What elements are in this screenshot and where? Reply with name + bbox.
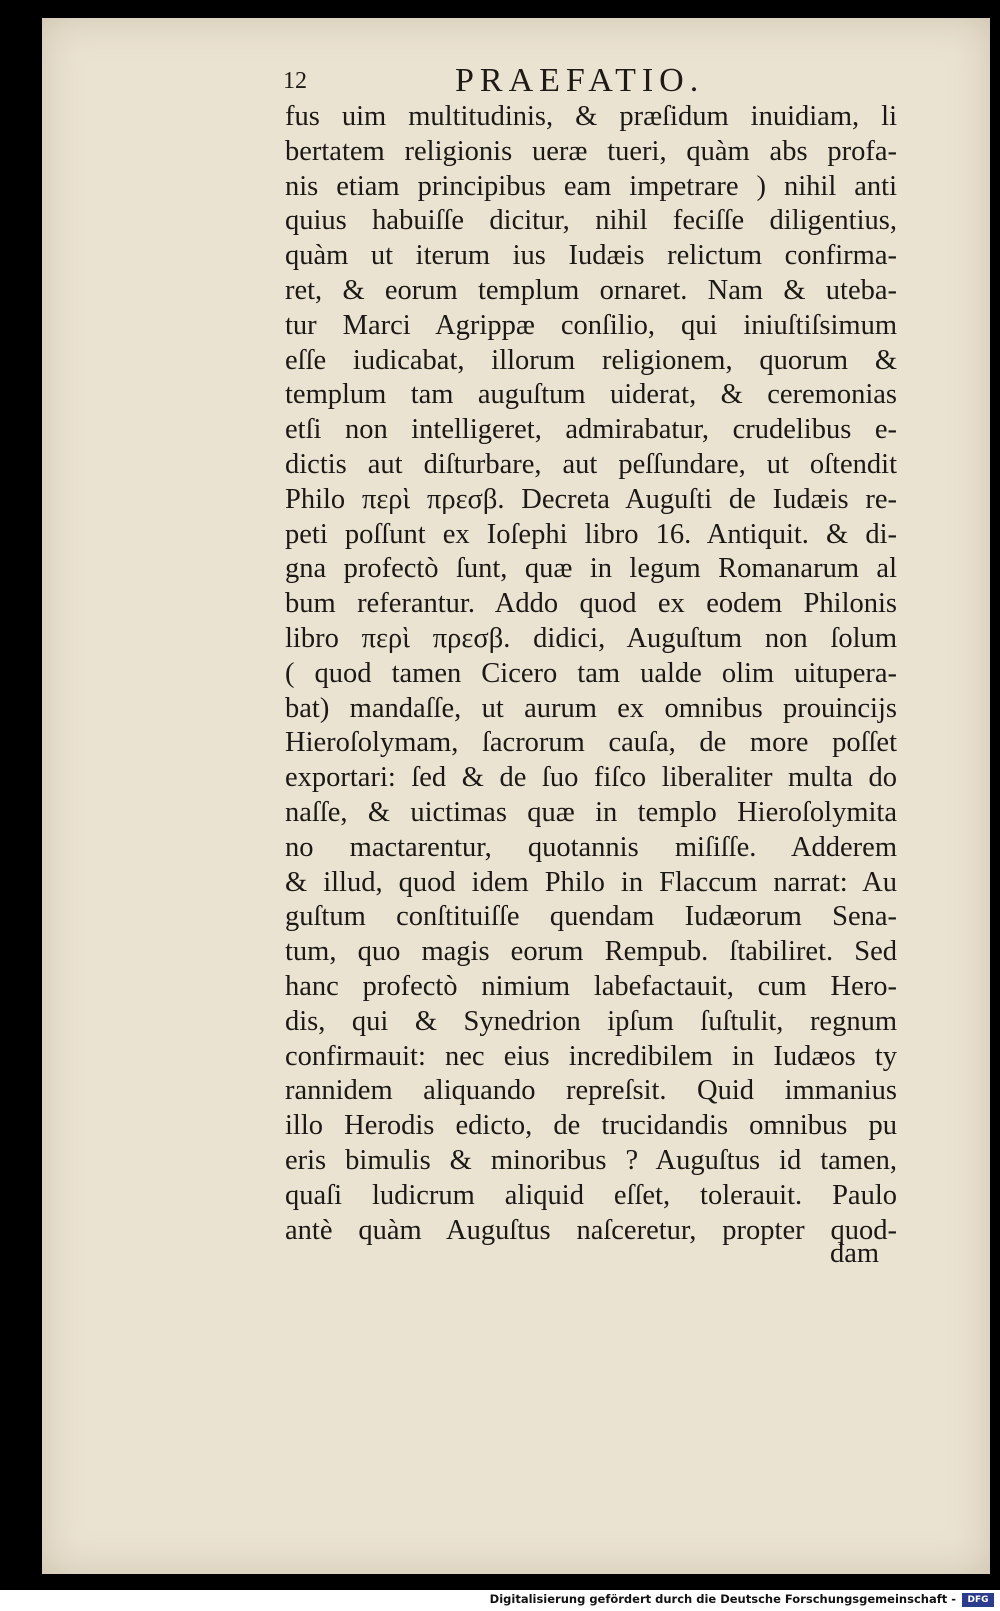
text-line: peti poſſunt ex Ioſephi libro 16. Antiquit. & di- xyxy=(285,518,897,550)
text-line: illo Herodis edicto, de trucidandis omnibus pu xyxy=(285,1110,897,1142)
running-head: PRAEFATIO. xyxy=(455,62,705,99)
text-line: fus uim multitudinis, & præſidum inuidiam, li xyxy=(285,101,897,132)
text-line: libro περὶ πρεσβ. didici, Auguſtum non ſolum xyxy=(285,622,897,654)
text-line: tur Marci Agrippæ conſilio, qui iniuſtiſsimum xyxy=(285,309,897,341)
body-text xyxy=(285,100,897,1248)
text-line: quius habuiſſe dicitur, nihil feciſſe diligentius, xyxy=(285,205,897,237)
text-line: bat) mandaſſe, ut aurum ex omnibus prouincijs xyxy=(285,692,897,724)
text-line: nis etiam principibus eam impetrare ) nihil anti xyxy=(285,170,897,202)
text-line: ( quod tamen Cicero tam ualde olim uitupera- xyxy=(285,657,897,689)
text-line: dictis aut diſturbare, aut peſſundare, ut oſtendit xyxy=(285,448,897,480)
text-line: antè quàm Auguſtus naſceretur, propter quod- xyxy=(285,1214,897,1246)
text-line: quaſi ludicrum aliquid eſſet, tolerauit. Paulo xyxy=(285,1179,897,1211)
text-line: templum tam auguſtum uiderat, & ceremonias xyxy=(285,379,897,411)
funding-credit: Digitalisierung gefördert durch die Deutsche Forschungsgemeinschaft - xyxy=(489,1592,956,1606)
text-line: & illud, quod idem Philo in Flaccum narrat: Au xyxy=(285,866,897,898)
text-line: quàm ut iterum ius Iudæis relictum confirma- xyxy=(285,240,897,272)
text-line: Philo περὶ πρεσβ. Decreta Auguſti de Iudæis re- xyxy=(285,483,897,515)
page-number: 12 xyxy=(283,68,307,94)
text-line: exportari: ſed & de ſuo fiſco liberaliter multa do xyxy=(285,762,897,794)
text-line: confirmauit: nec eius incredibilem in Iudæos ty xyxy=(285,1040,897,1072)
text-line: eris bimulis & minoribus ? Auguſtus id tamen, xyxy=(285,1144,897,1176)
dfg-logo-icon: DFG xyxy=(962,1593,994,1607)
text-line: Hieroſolymam, ſacrorum cauſa, de more poſſet xyxy=(285,727,897,759)
text-line: rannidem aliquando repreſsit. Quid immanius xyxy=(285,1075,897,1107)
text-line: guſtum conſtituiſſe quendam Iudæorum Sena- xyxy=(285,901,897,933)
text-line: bum referantur. Addo quod ex eodem Philonis xyxy=(285,588,897,620)
text-line: eſſe iudicabat, illorum religionem, quorum & xyxy=(285,344,897,376)
text-line: tum, quo magis eorum Rempub. ſtabiliret. Sed xyxy=(285,936,897,968)
text-line: dis, qui & Synedrion ipſum ſuſtulit, regnum xyxy=(285,1005,897,1037)
text-line: gna profectò ſunt, quæ in legum Romanarum al xyxy=(285,553,897,585)
text-line: hanc profectò nimium labefactauit, cum Hero- xyxy=(285,970,897,1002)
text-line: etſi non intelligeret, admirabatur, crudelibus e- xyxy=(285,414,897,446)
text-line: naſſe, & uictimas quæ in templo Hieroſolymita xyxy=(285,796,897,828)
text-line: no mactarentur, quotannis miſiſſe. Adderem xyxy=(285,831,897,863)
text-line: ret, & eorum templum ornaret. Nam & uteba- xyxy=(285,274,897,306)
catchword: dam xyxy=(830,1238,880,1269)
text-line: bertatem religionis ueræ tueri, quàm abs profa- xyxy=(285,135,897,167)
